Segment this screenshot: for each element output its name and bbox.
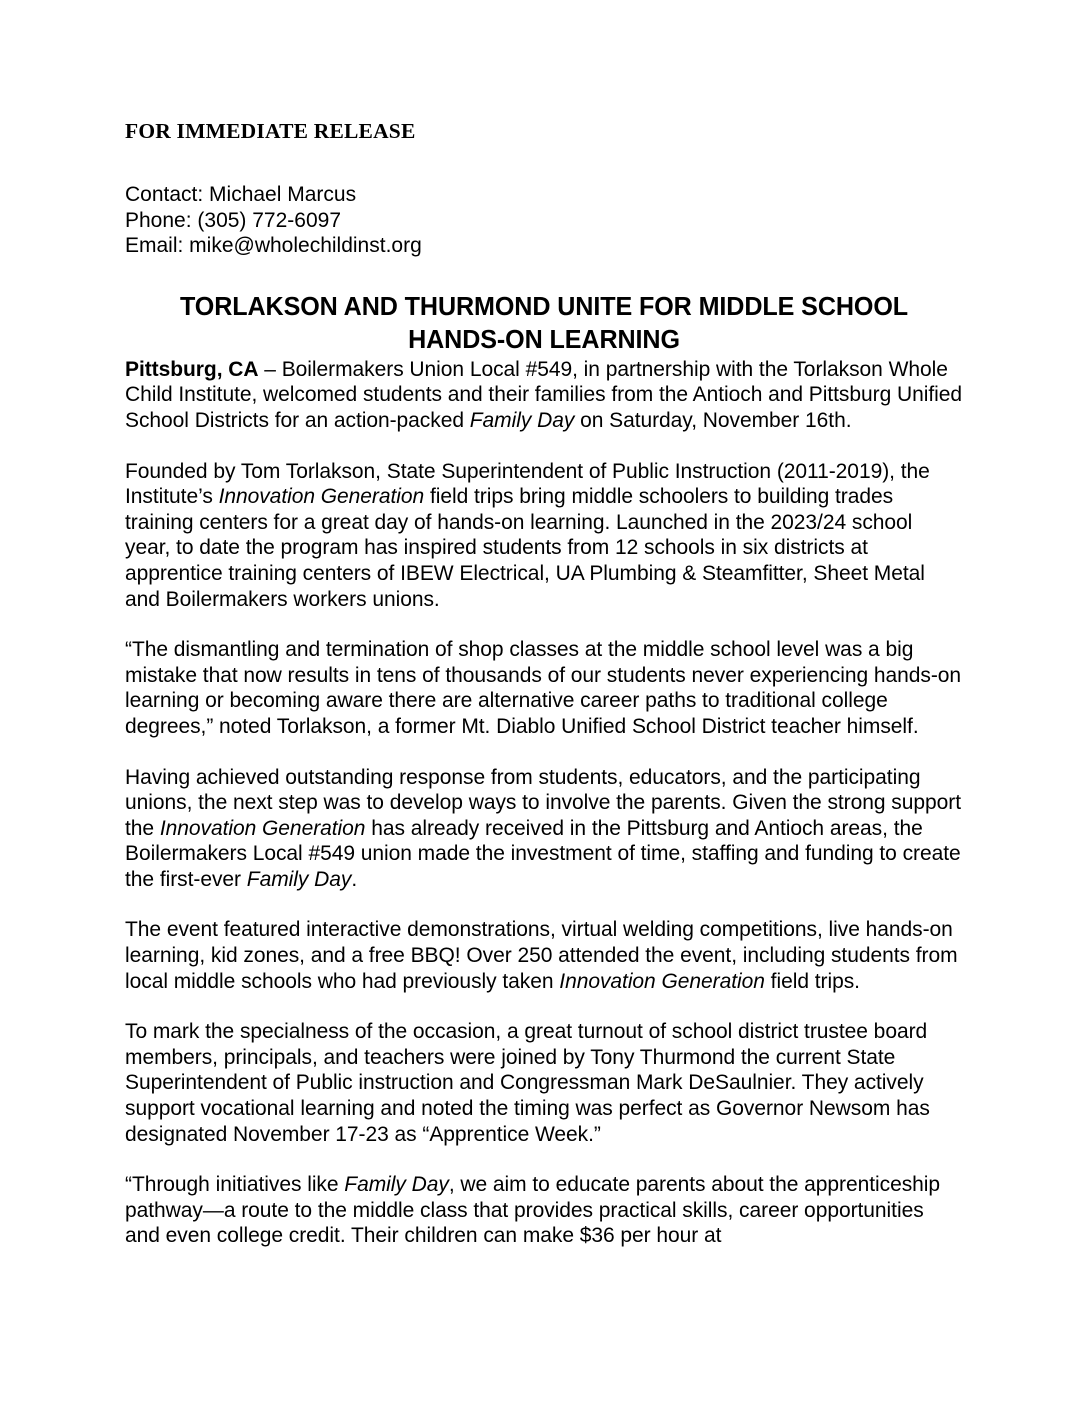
paragraph-response	[125, 765, 963, 893]
paragraph-founded-text-a: Founded by Tom Torlakson, State Superintendent of Public Instruction (2011-2019), the Institute’s	[125, 459, 930, 509]
paragraph-founded-text-b: field trips bring middle schoolers to building trades training centers for a great day of hands-on learning. Launched in the 2023/24 school year, to date the program has inspired students from 12 schools in six districts at apprentice training centers of IBEW Electrical, UA Plumbing & Steamfitter, Sheet Metal and Boilermakers workers unions.	[125, 485, 925, 611]
paragraph-closing-quote-italic-a: Family Day	[344, 1173, 449, 1197]
headline-line-2: HANDS-ON LEARNING	[408, 325, 680, 354]
page-title	[131, 291, 956, 357]
paragraph-event-italic-a: Innovation Generation	[559, 969, 765, 993]
paragraph-response-text-a: Having achieved outstanding response from students, educators, and the participating unions, the next step was to develop ways to involve the parents. Given the strong support the	[125, 765, 961, 840]
contact-email-line: Email: mike@wholechildinst.org	[125, 234, 422, 258]
document-content	[125, 118, 963, 1270]
paragraph-torlakson-quote-text: “The dismantling and termination of shop classes at the middle school level was a big mistake that now results in tens of thousands of our students never experiencing hands-on learning or becoming aware there are alternative career paths to traditional college degrees,” noted Torlakson, a former Mt. Diablo Unified School District teacher himself.	[125, 638, 962, 738]
paragraph-closing-quote-text-a: “Through initiatives like	[125, 1173, 345, 1197]
paragraph-founded	[125, 459, 963, 613]
paragraph-lead-italic-a: Family Day	[469, 408, 575, 432]
paragraph-response-italic-a: Innovation Generation	[159, 816, 366, 840]
paragraph-event	[125, 917, 963, 994]
paragraph-lead-text-b: on Saturday, November 16th.	[574, 408, 852, 432]
paragraph-event-text-a: The event featured interactive demonstrations, virtual welding competitions, live hands-on learning, kid zones, and a free BBQ! Over 250 attended the event, including students from local middle schools who had previously taken	[125, 918, 958, 993]
paragraph-lead-text-a: – Boilermakers Union Local #549, in partnership with the Torlakson Whole Child Institute, welcomed students and their families from the Antioch and Pittsburg Unified School Districts for an action-packed	[125, 357, 963, 432]
paragraph-event-text-b: field trips.	[764, 969, 860, 993]
paragraph-closing-quote-text-b: , we aim to educate parents about the apprenticeship pathway—a route to the middle class that provides practical skills, career opportunities and even college credit. Their children can make $36 per hour at	[125, 1173, 941, 1248]
contact-phone-line: Phone: (305) 772-6097	[125, 208, 341, 232]
immediate-release-label: FOR IMMEDIATE RELEASE	[125, 119, 416, 143]
paragraph-lead	[125, 357, 963, 434]
contact-name-line: Contact: Michael Marcus	[125, 183, 357, 206]
paragraph-closing-quote	[125, 1172, 963, 1249]
paragraph-torlakson-quote	[125, 637, 963, 739]
contact-block	[125, 182, 963, 259]
paragraph-attendees	[125, 1019, 963, 1147]
paragraph-attendees-text: To mark the specialness of the occasion, a great turnout of school district trustee board members, principals, and teachers were joined by Tony Thurmond the current State Superintendent of Public instruction and Congressman Mark DeSaulnier. They actively support vocational learning and noted the timing was perfect as Governor Newsom has designated November 17-23 as “Apprentice Week.”	[125, 1020, 930, 1146]
headline-line-1: TORLAKSON AND THURMOND UNITE FOR MIDDLE SCHOOL	[179, 292, 909, 321]
paragraph-founded-italic-a: Innovation Generation	[218, 485, 425, 509]
dateline: Pittsburg, CA	[125, 357, 259, 381]
paragraph-response-text-b: has already received in the Pittsburg and Antioch areas, the Boilermakers Local #549 union made the investment of time, staffing and funding to create the first-ever	[125, 816, 961, 891]
paragraph-response-italic-b: Family Day	[246, 867, 352, 891]
paragraph-response-text-c: .	[351, 867, 358, 891]
